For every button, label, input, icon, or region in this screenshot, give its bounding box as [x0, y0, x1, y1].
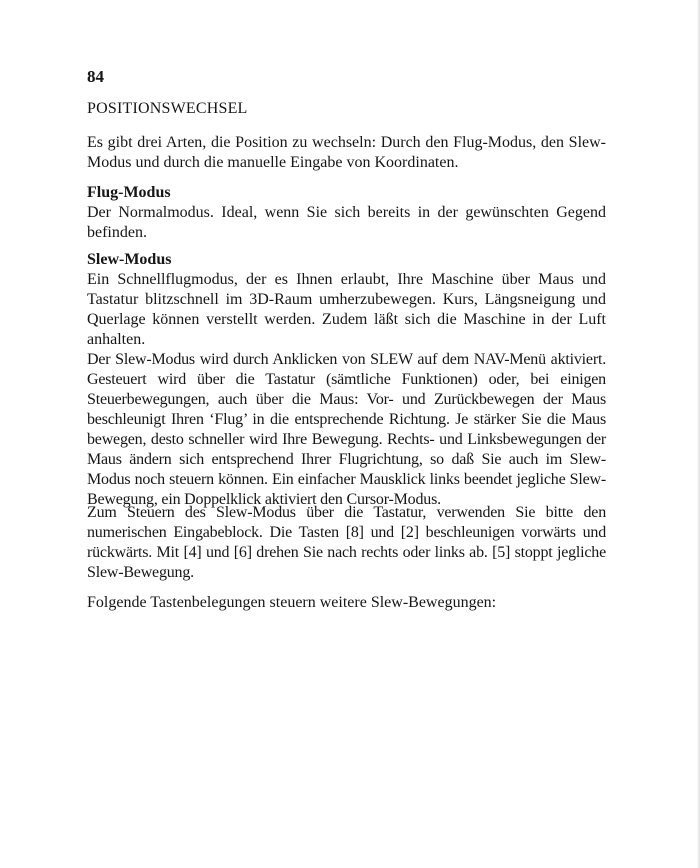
- slew-modus-text: Ein Schnellflugmodus, der es Ihnen erlaubt, Ihre Maschine über Maus und Tastatur blitzschnell im 3D-Raum umherzubewegen. Kurs, Längsneigung und Querlage können verstellt werden. Zudem läßt sich die Maschine in der Luft anhalten.: [87, 271, 606, 348]
- flug-modus-text: Der Normalmodus. Ideal, wenn Sie sich bereits in der gewünschten Gegend befinden.: [87, 204, 606, 241]
- page-number: 84: [87, 67, 104, 86]
- flug-modus-section: [87, 183, 606, 243]
- slew-modus-section: [87, 250, 606, 350]
- intro-paragraph: Es gibt drei Arten, die Position zu wechseln: Durch den Flug-Modus, den Slew-Modus und durch die manuelle Eingabe von Koordinaten.: [87, 134, 606, 171]
- slew-modus-heading: Slew-Modus: [87, 251, 172, 268]
- keyboard-paragraph: Zum Steuern des Slew-Modus über die Tastatur, verwenden Sie bitte den numerischen Eingabeblock. Die Tasten [8] und [2] beschleunigen vorwärts und rückwärts. Mit [4] und [6] drehen Sie nach rechts oder links ab. [5] stoppt jegliche Slew-Bewegung.: [87, 504, 606, 581]
- section-title: POSITIONSWECHSEL: [87, 100, 248, 117]
- activation-paragraph: Der Slew-Modus wird durch Anklicken von SLEW auf dem NAV-Menü aktiviert. Gesteuert wird über die Tastatur (sämtliche Funktionen) oder, bei einigen Steuerbewegungen, auch über die Maus: Vor- und Zurückbewegen der Maus beschleunigt Ihren ‘Flug’ in die entsprechende Richtung. Je stärker Sie die Maus bewegen, desto schneller wird Ihre Bewegung. Rechts- und Linksbewegungen der Maus ändern sich entsprechend Ihrer Flugrichtung, so daß Sie auch im Slew-Modus noch steuern können. Ein einfacher Mausklick links beendet jegliche Slew-Bewegung, ein Doppelklick aktiviert den Cursor-Modus.: [87, 351, 606, 508]
- flug-modus-heading: Flug-Modus: [87, 184, 171, 201]
- closing-paragraph: Folgende Tastenbelegungen steuern weitere Slew-Bewegungen:: [87, 594, 497, 611]
